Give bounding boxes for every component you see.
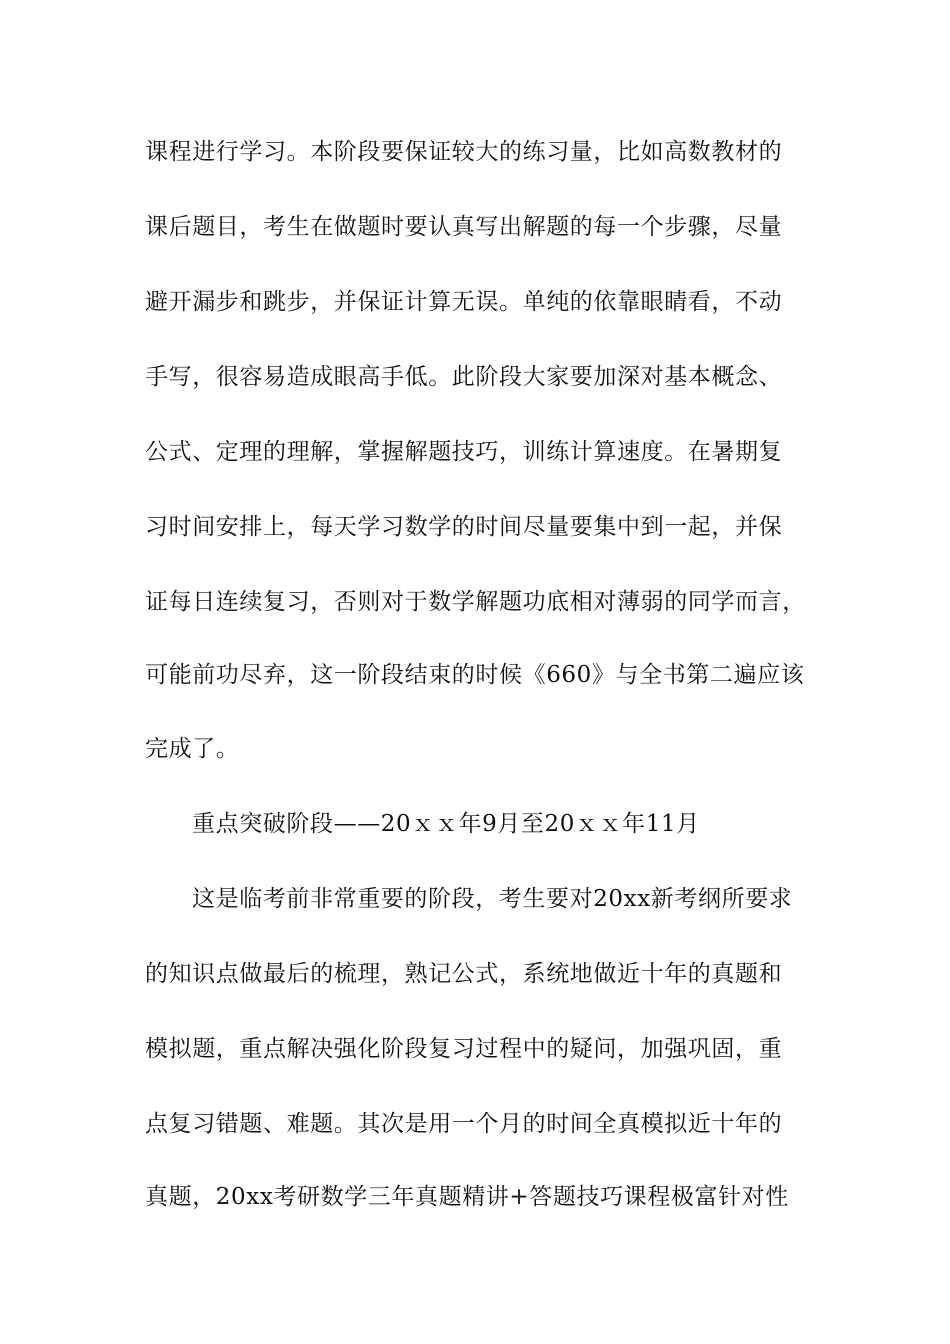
paragraph-line: 课程进行学习。本阶段要保证较大的练习量，比如高数教材的 — [145, 139, 783, 165]
paragraph-line: 点复习错题、难题。其次是用一个月的时间全真模拟近十年的 — [145, 1111, 783, 1137]
paragraph-line: 避开漏步和跳步，并保证计算无误。单纯的依靠眼睛看，不动 — [145, 289, 783, 315]
section-heading: 重点突破阶段——20ｘｘ年9月至20ｘｘ年11月 — [192, 811, 700, 837]
paragraph-line: 公式、定理的理解，掌握解题技巧，训练计算速度。在暑期复 — [145, 439, 783, 465]
paragraph-line: 模拟题，重点解决强化阶段复习过程中的疑问，加强巩固，重 — [145, 1036, 783, 1062]
paragraph-line: 这是临考前非常重要的阶段，考生要对20xx新考纲所要求 — [192, 886, 793, 912]
paragraph-line: 的知识点做最后的梳理，熟记公式，系统地做近十年的真题和 — [145, 961, 783, 987]
paragraph-line: 真题，20xx考研数学三年真题精讲+答题技巧课程极富针对性 — [145, 1184, 789, 1210]
paragraph-line: 可能前功尽弃，这一阶段结束的时候《660》与全书第二遍应该 — [145, 662, 805, 688]
paragraph-line: 完成了。 — [145, 736, 240, 762]
paragraph-line: 习时间安排上，每天学习数学的时间尽量要集中到一起，并保 — [145, 514, 783, 540]
paragraph-line: 手写，很容易造成眼高手低。此阶段大家要加深对基本概念、 — [145, 364, 783, 390]
paragraph-line: 课后题目，考生在做题时要认真写出解题的每一个步骤，尽量 — [145, 214, 783, 240]
paragraph-line: 证每日连续复习，否则对于数学解题功底相对薄弱的同学而言， — [145, 589, 806, 615]
